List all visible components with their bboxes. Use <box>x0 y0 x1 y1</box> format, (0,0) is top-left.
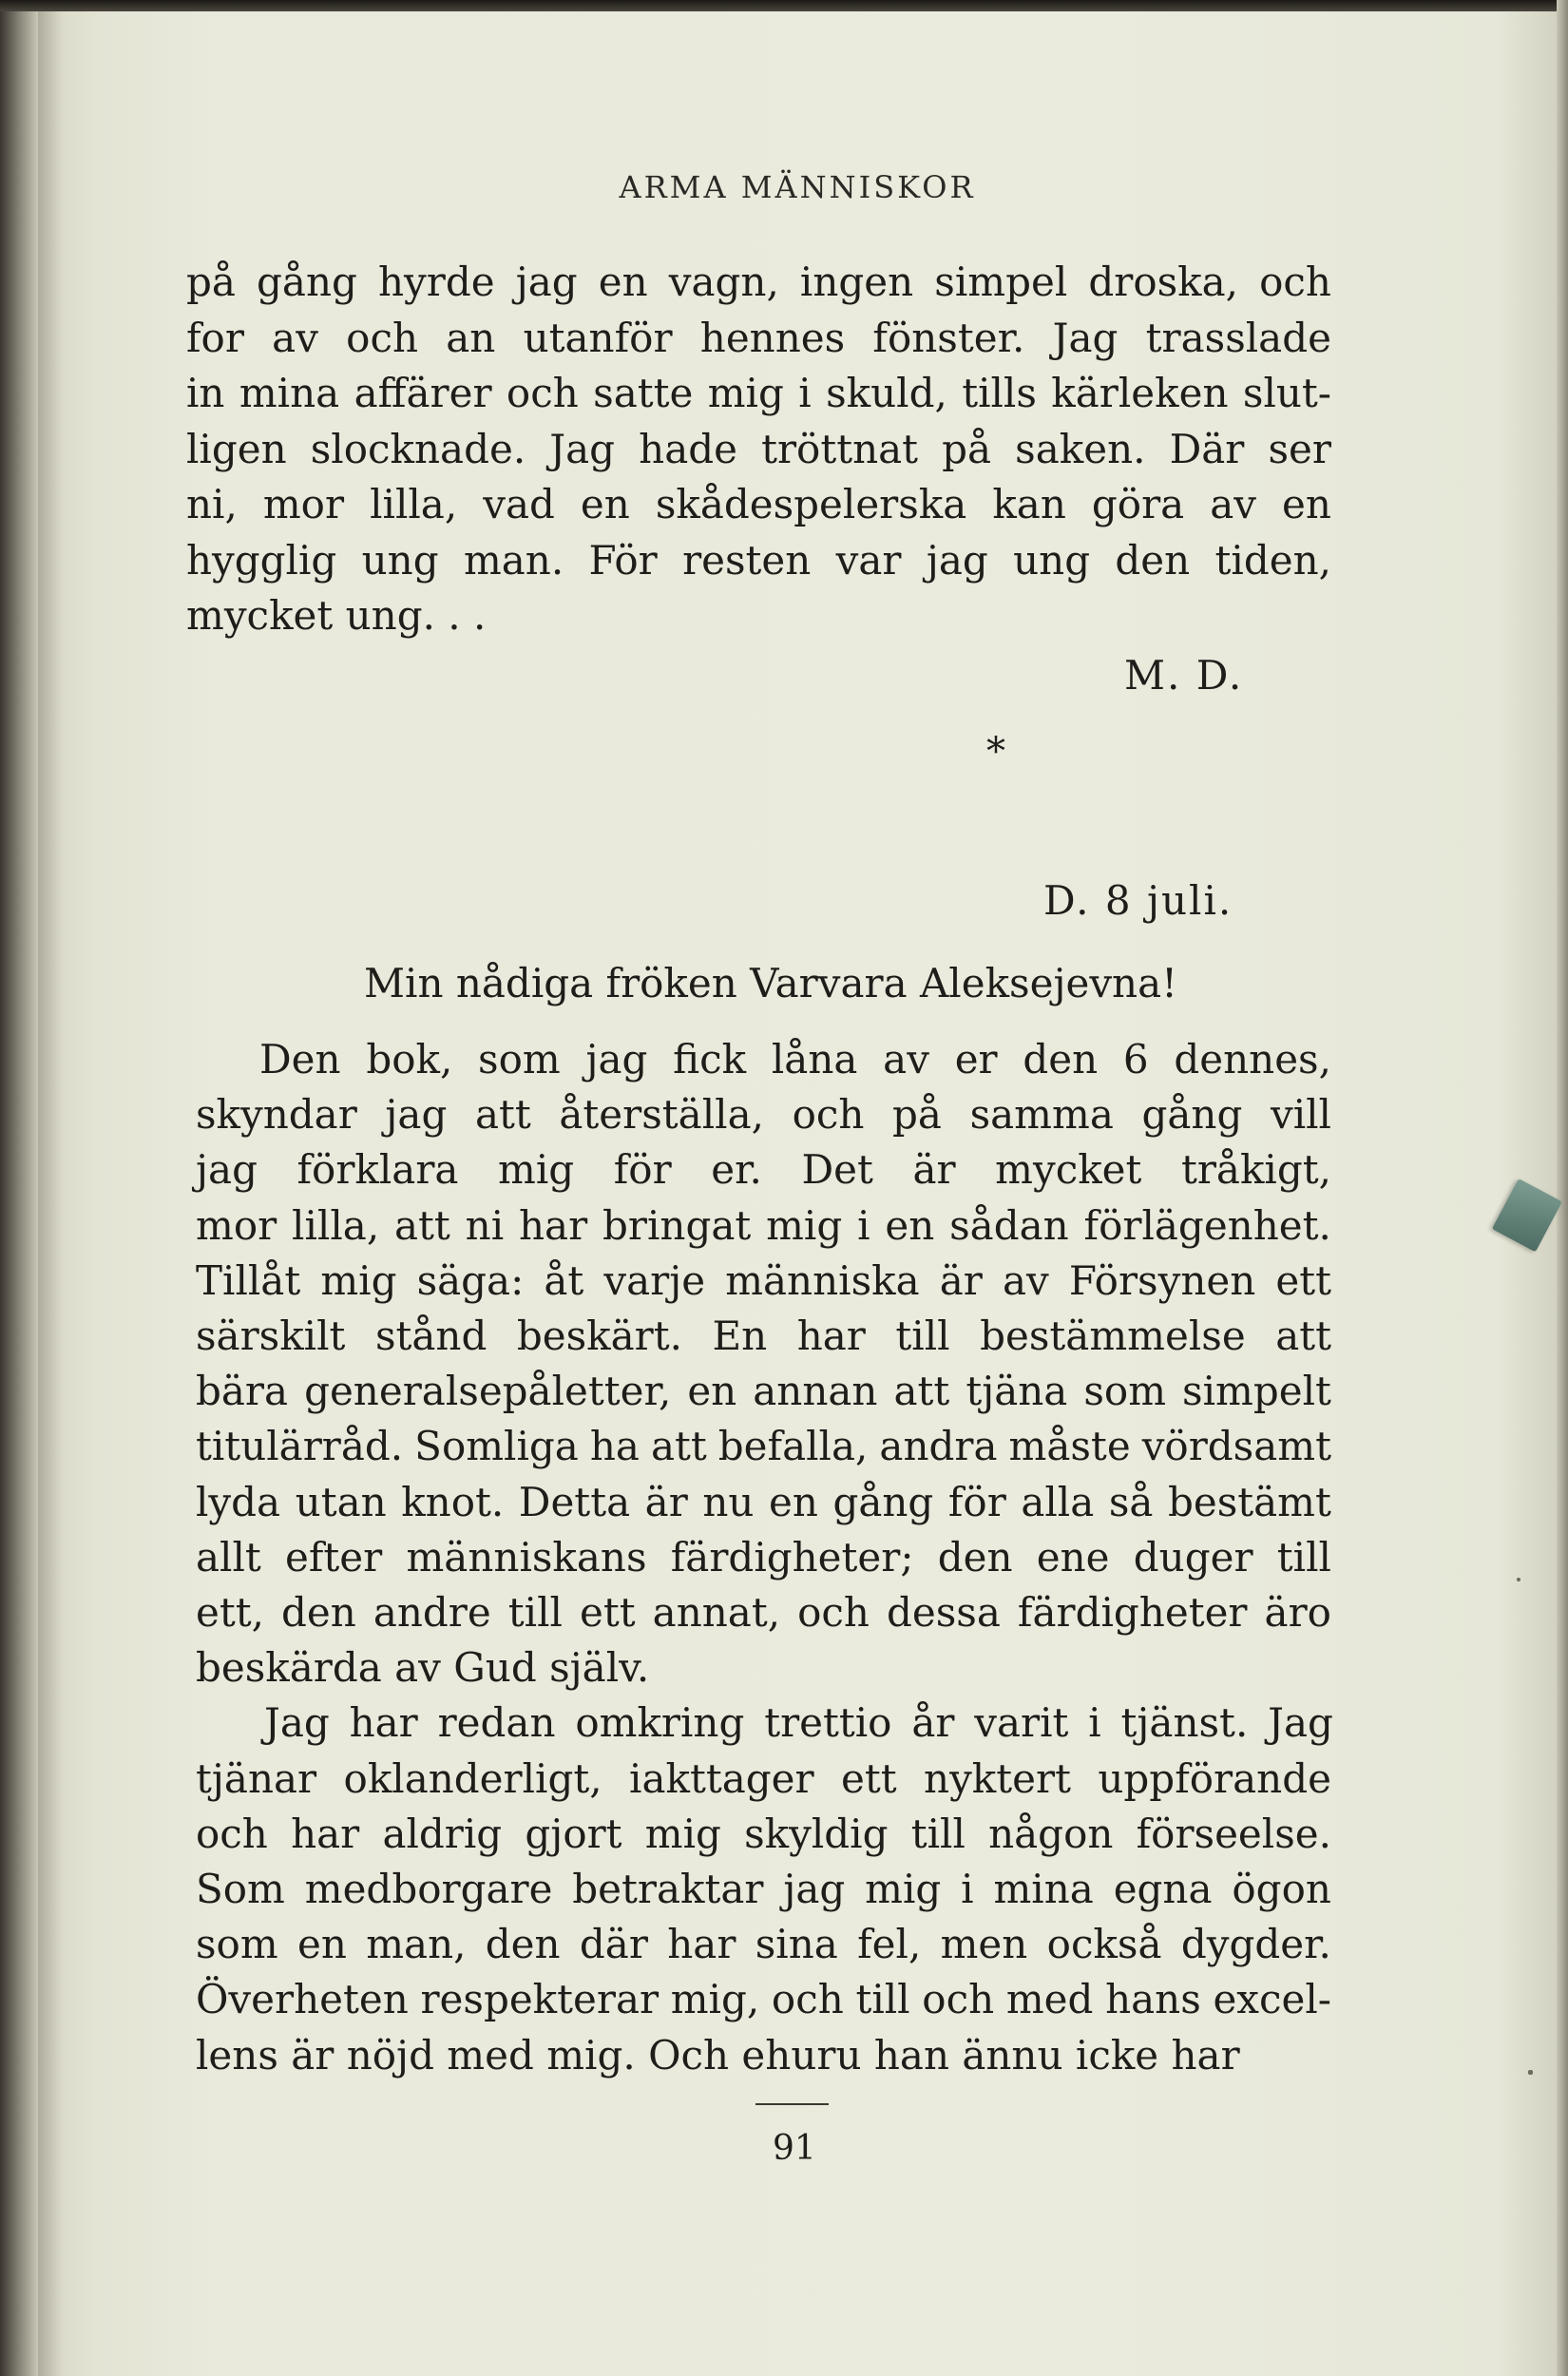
text-line: titulärråd. Somliga ha att befalla, andra måste vördsamt <box>196 1423 1331 1470</box>
top-edge <box>0 0 1568 11</box>
binding-edge <box>0 0 38 2376</box>
gutter-shadow <box>36 10 63 2376</box>
text-line: Jag har redan omkring trettio år varit i tjänst. Jag <box>264 1699 1333 1747</box>
page-number: 91 <box>773 2129 816 2168</box>
text-line: ett, den andre till ett annat, och dessa färdigheter äro <box>196 1589 1331 1636</box>
text-line: på gång hyrde jag en vagn, ingen simpel droska, och <box>186 259 1331 305</box>
text-line: beskärda av Gud själv. <box>196 1644 650 1692</box>
footer-rule <box>755 2103 829 2105</box>
paper-speck <box>1517 1578 1520 1581</box>
text-line: mor lilla, att ni har bringat mig i en sådan förlägenhet. <box>196 1201 1331 1249</box>
text-line: Som medborgare betraktar jag mig i mina egna ögon <box>196 1866 1331 1912</box>
text-line: jag förklara mig för er. Det är mycket tråkigt, <box>196 1146 1331 1194</box>
text-line: ligen slocknade. Jag hade tröttnat på saken. Där ser <box>186 425 1331 472</box>
section-separator: * <box>986 730 1005 774</box>
text-line: Den bok, som jag fick låna av er den 6 dennes, <box>259 1036 1331 1083</box>
text-line: skyndar jag att återställa, och på samma gång vill <box>196 1091 1331 1139</box>
text-line: särskilt stånd beskärt. En har till bestämmelse att <box>196 1313 1331 1359</box>
signature: M. D. <box>1124 652 1244 699</box>
salutation: Min nådiga fröken Varvara Aleksejevna! <box>364 960 1178 1006</box>
text-line: och har aldrig gjort mig skyldig till någon förseelse. <box>196 1810 1331 1857</box>
text-line: bära generalsepåletter, en annan att tjäna som simpelt <box>196 1368 1331 1415</box>
text-line: Överheten respekterar mig, och till och med hans excel- <box>196 1976 1331 2023</box>
book-page <box>36 10 1558 2376</box>
text-line: lens är nöjd med mig. Och ehuru han ännu icke har <box>196 2031 1240 2079</box>
text-line: Tillåt mig säga: åt varje människa är av Försynen ett <box>196 1256 1331 1304</box>
text-line: tjänar oklanderligt, iakttager ett nyktert uppförande <box>196 1754 1331 1802</box>
text-line: in mina affärer och satte mig i skuld, tills kärleken slut- <box>186 370 1331 416</box>
running-head: ARMA MÄNNISKOR <box>619 169 976 205</box>
text-line: allt efter människans färdigheter; den ene duger till <box>196 1533 1331 1581</box>
letter-date: D. 8 juli. <box>1043 877 1233 924</box>
text-line: ni, mor lilla, vad en skådespelerska kan göra av en <box>186 481 1331 527</box>
paper-speck <box>1528 2070 1533 2075</box>
text-line: mycket ung. . . <box>186 592 487 639</box>
text-line: for av och an utanför hennes fönster. Jag trasslade <box>186 314 1331 361</box>
text-line: lyda utan knot. Detta är nu en gång för alla så bestämt <box>196 1478 1331 1525</box>
text-line: hygglig ung man. För resten var jag ung den tiden, <box>186 536 1331 584</box>
text-line: som en man, den där har sina fel, men också dygder. <box>196 1921 1331 1968</box>
page-edge <box>1557 0 1568 2376</box>
